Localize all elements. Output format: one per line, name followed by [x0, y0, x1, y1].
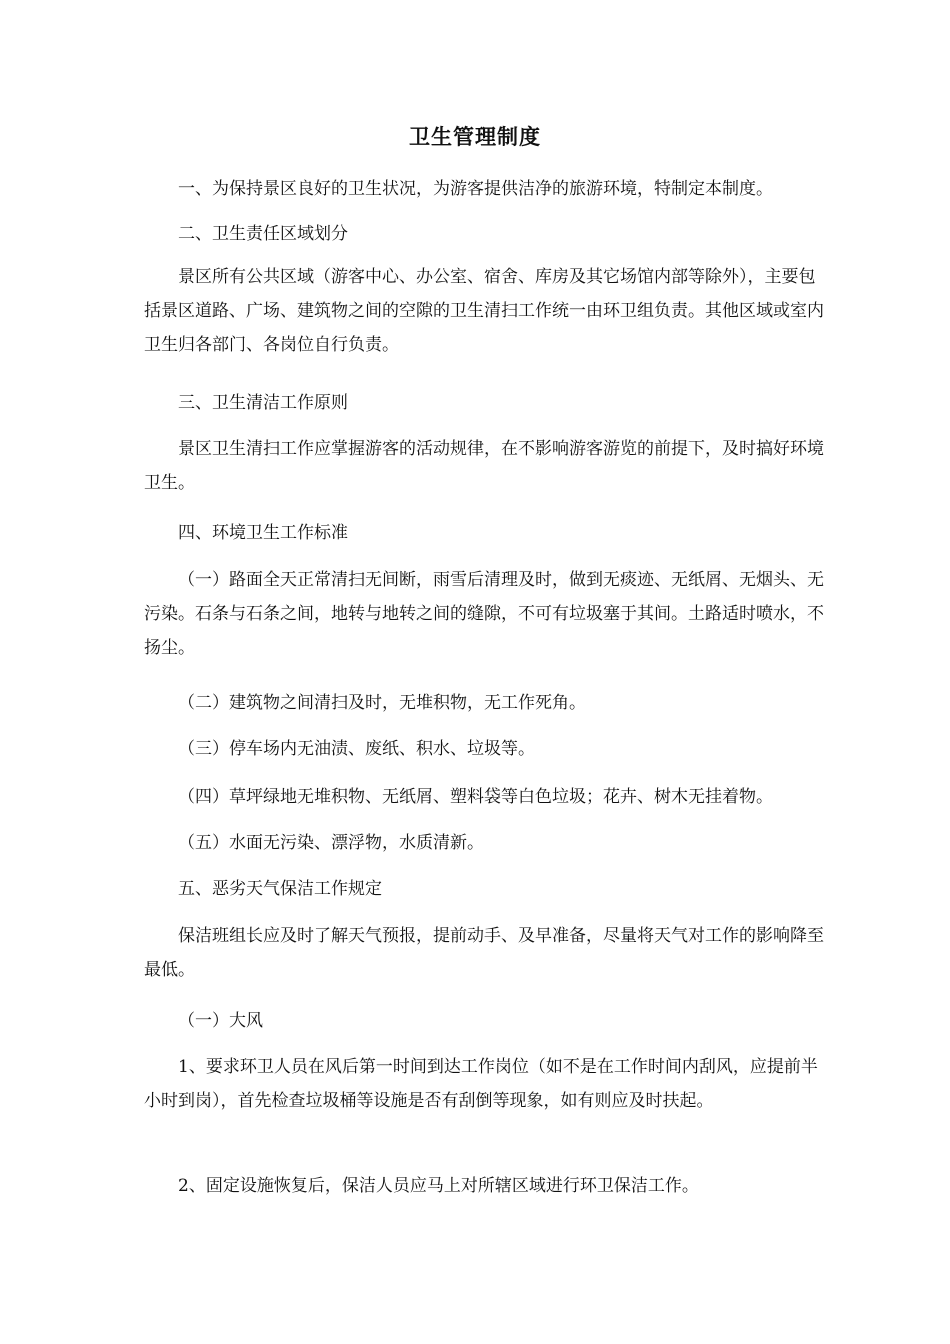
standard-item-4: （四）草坪绿地无堆积物、无纸屑、塑料袋等白色垃圾；花卉、树木无挂着物。 — [178, 787, 773, 807]
paragraph-principle: 景区卫生清扫工作应掌握游客的活动规律，在不影响游客游览的前提下，及时搞好环境卫生。 — [144, 439, 824, 493]
section-heading-standards: 四、环境卫生工作标准 — [178, 523, 348, 543]
section-heading-responsibility: 二、卫生责任区域划分 — [178, 224, 348, 244]
section-heading-principle: 三、卫生清洁工作原则 — [178, 393, 348, 413]
document-title: 卫生管理制度 — [409, 125, 541, 149]
paragraph-purpose: 一、为保持景区良好的卫生状况，为游客提供洁净的旅游环境，特制定本制度。 — [178, 179, 773, 199]
subheading-wind: （一）大风 — [178, 1011, 263, 1031]
standard-item-2: （二）建筑物之间清扫及时，无堆积物，无工作死角。 — [178, 693, 586, 713]
standard-item-3: （三）停车场内无油渍、废纸、积水、垃圾等。 — [178, 739, 535, 759]
standard-item-5: （五）水面无污染、漂浮物，水质清新。 — [178, 833, 484, 853]
paragraph-responsibility: 景区所有公共区域（游客中心、办公室、宿舍、库房及其它场馆内部等除外），主要包括景区道路、广场、建筑物之间的空隙的卫生清扫工作统一由环卫组负责。其他区域或室内卫生归各部门、各岗位自行负责。 — [144, 267, 824, 355]
standard-item-1: （一）路面全天正常清扫无间断，雨雪后清理及时，做到无痰迹、无纸屑、无烟头、无污染。石条与石条之间，地转与地转之间的缝隙，不可有垃圾塞于其间。土路适时喷水，不扬尘。 — [144, 570, 824, 658]
wind-item-2: 2、固定设施恢复后，保洁人员应马上对所辖区域进行环卫保洁工作。 — [178, 1176, 699, 1196]
wind-item-1: 1、要求环卫人员在风后第一时间到达工作岗位（如不是在工作时间内刮风，应提前半小时到岗），首先检查垃圾桶等设施是否有刮倒等现象，如有则应及时扶起。 — [144, 1057, 818, 1111]
paragraph-weather: 保洁班组长应及时了解天气预报，提前动手、及早准备，尽量将天气对工作的影响降至最低。 — [144, 926, 824, 980]
section-heading-weather: 五、恶劣天气保洁工作规定 — [178, 879, 382, 899]
